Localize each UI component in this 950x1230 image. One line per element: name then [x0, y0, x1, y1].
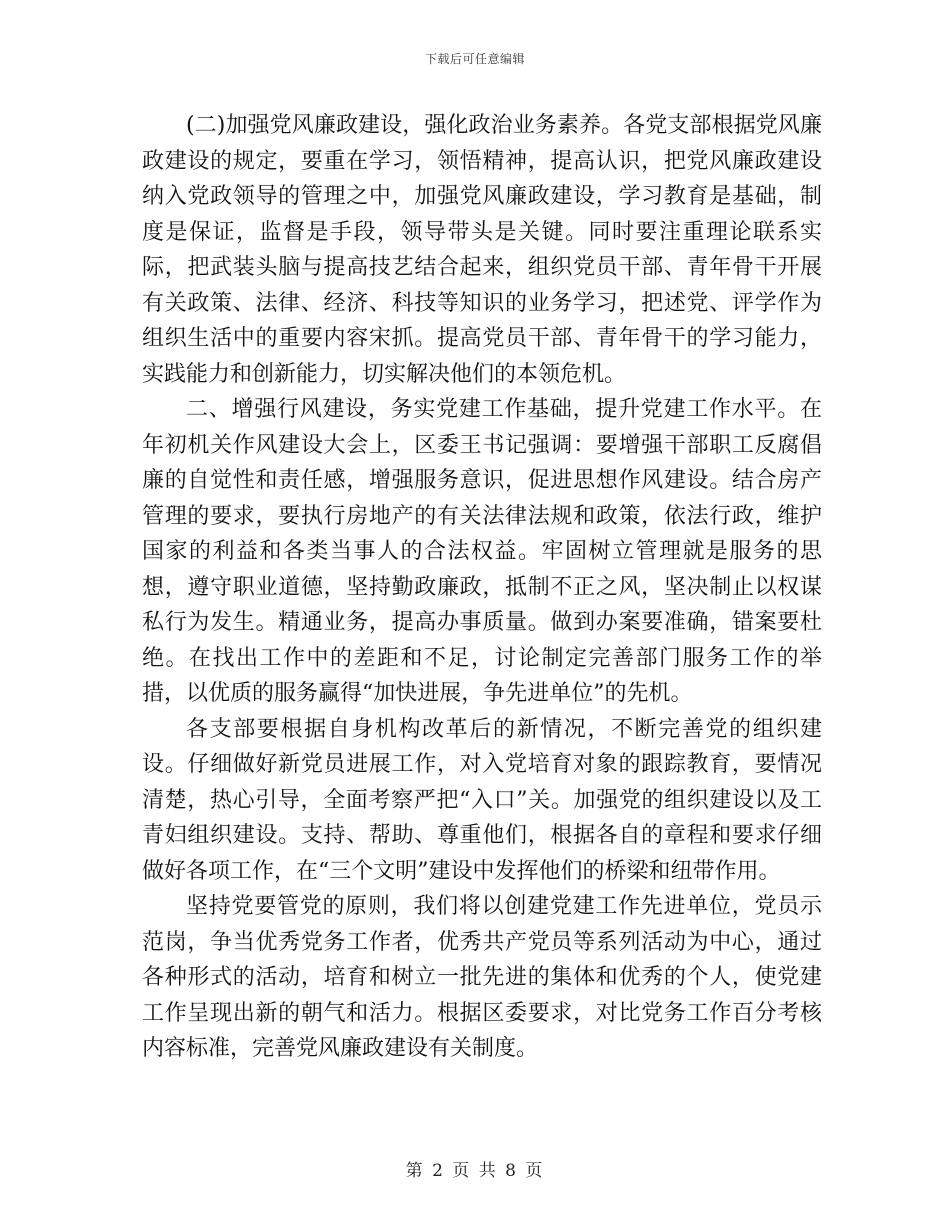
document-body	[142, 108, 822, 1067]
header-note: 下载后可任意编辑	[424, 52, 525, 66]
paragraph-party-principle: 坚持党要管党的原则，我们将以创建党建工作先进单位，党员示范岗，争当优秀党务工作者，优秀共产党员等系列活动为中心，通过各种形式的活动，培育和树立一批先进的集体和优秀的个人，使党建工作呈现出新的朝气和活力。根据区委要求，对比党务工作百分考核内容标准，完善党风廉政建设有关制度。	[142, 894, 822, 1061]
paragraph-work-style: 二、增强行风建设，务实党建工作基础，提升党建工作水平。在年初机关作风建设大会上，区委王书记强调：要增强干部职工反腐倡廉的自觉性和责任感，增强服务意识，促进思想作风建设。结合房产管理的要求，要执行房地产的有关法律法规和政策，依法行政，维护国家的利益和各类当事人的合法权益。牢固树立管理就是服务的思想，遵守职业道德，坚持勤政廉政，抵制不正之风，坚决制止以权谋私行为发生。精通业务，提高办事质量。做到办案要准确，错案要杜绝。在找出工作中的差距和不足，讨论制定完善部门服务工作的举措，以优质的服务赢得“加快进展，争先进单位”的先机。	[142, 397, 822, 706]
paragraph-strengthen-integrity: (二)加强党风廉政建设，强化政治业务素养。各党支部根据党风廉政建设的规定，要重在学习，领悟精神，提高认识，把党风廉政建设纳入党政领导的管理之中，加强党风廉政建设，学习教育是基础，制度是保证，监督是手段，领导带头是关键。同时要注重理论联系实际，把武装头脑与提高技艺结合起来，组织党员干部、青年骨干开展有关政策、法律、经济、科技等知识的业务学习，把述党、评学作为组织生活中的重要内容宋抓。提高党员干部、青年骨干的学习能力，实践能力和创新能力，切实解决他们的本领危机。	[142, 113, 822, 387]
paragraph-organization-building: 各支部要根据自身机构改革后的新情况，不断完善党的组织建设。仔细做好新党员进展工作，对入党培育对象的跟踪教育，要情况清楚，热心引导，全面考察严把“入口”关。加强党的组织建设以及工青妇组织建设。支持、帮助、尊重他们，根据各自的章程和要求仔细做好各项工作，在“三个文明”建设中发挥他们的桥梁和纽带作用。	[142, 716, 822, 884]
page-number-footer: 第 2 页 共 8 页	[405, 1161, 545, 1181]
